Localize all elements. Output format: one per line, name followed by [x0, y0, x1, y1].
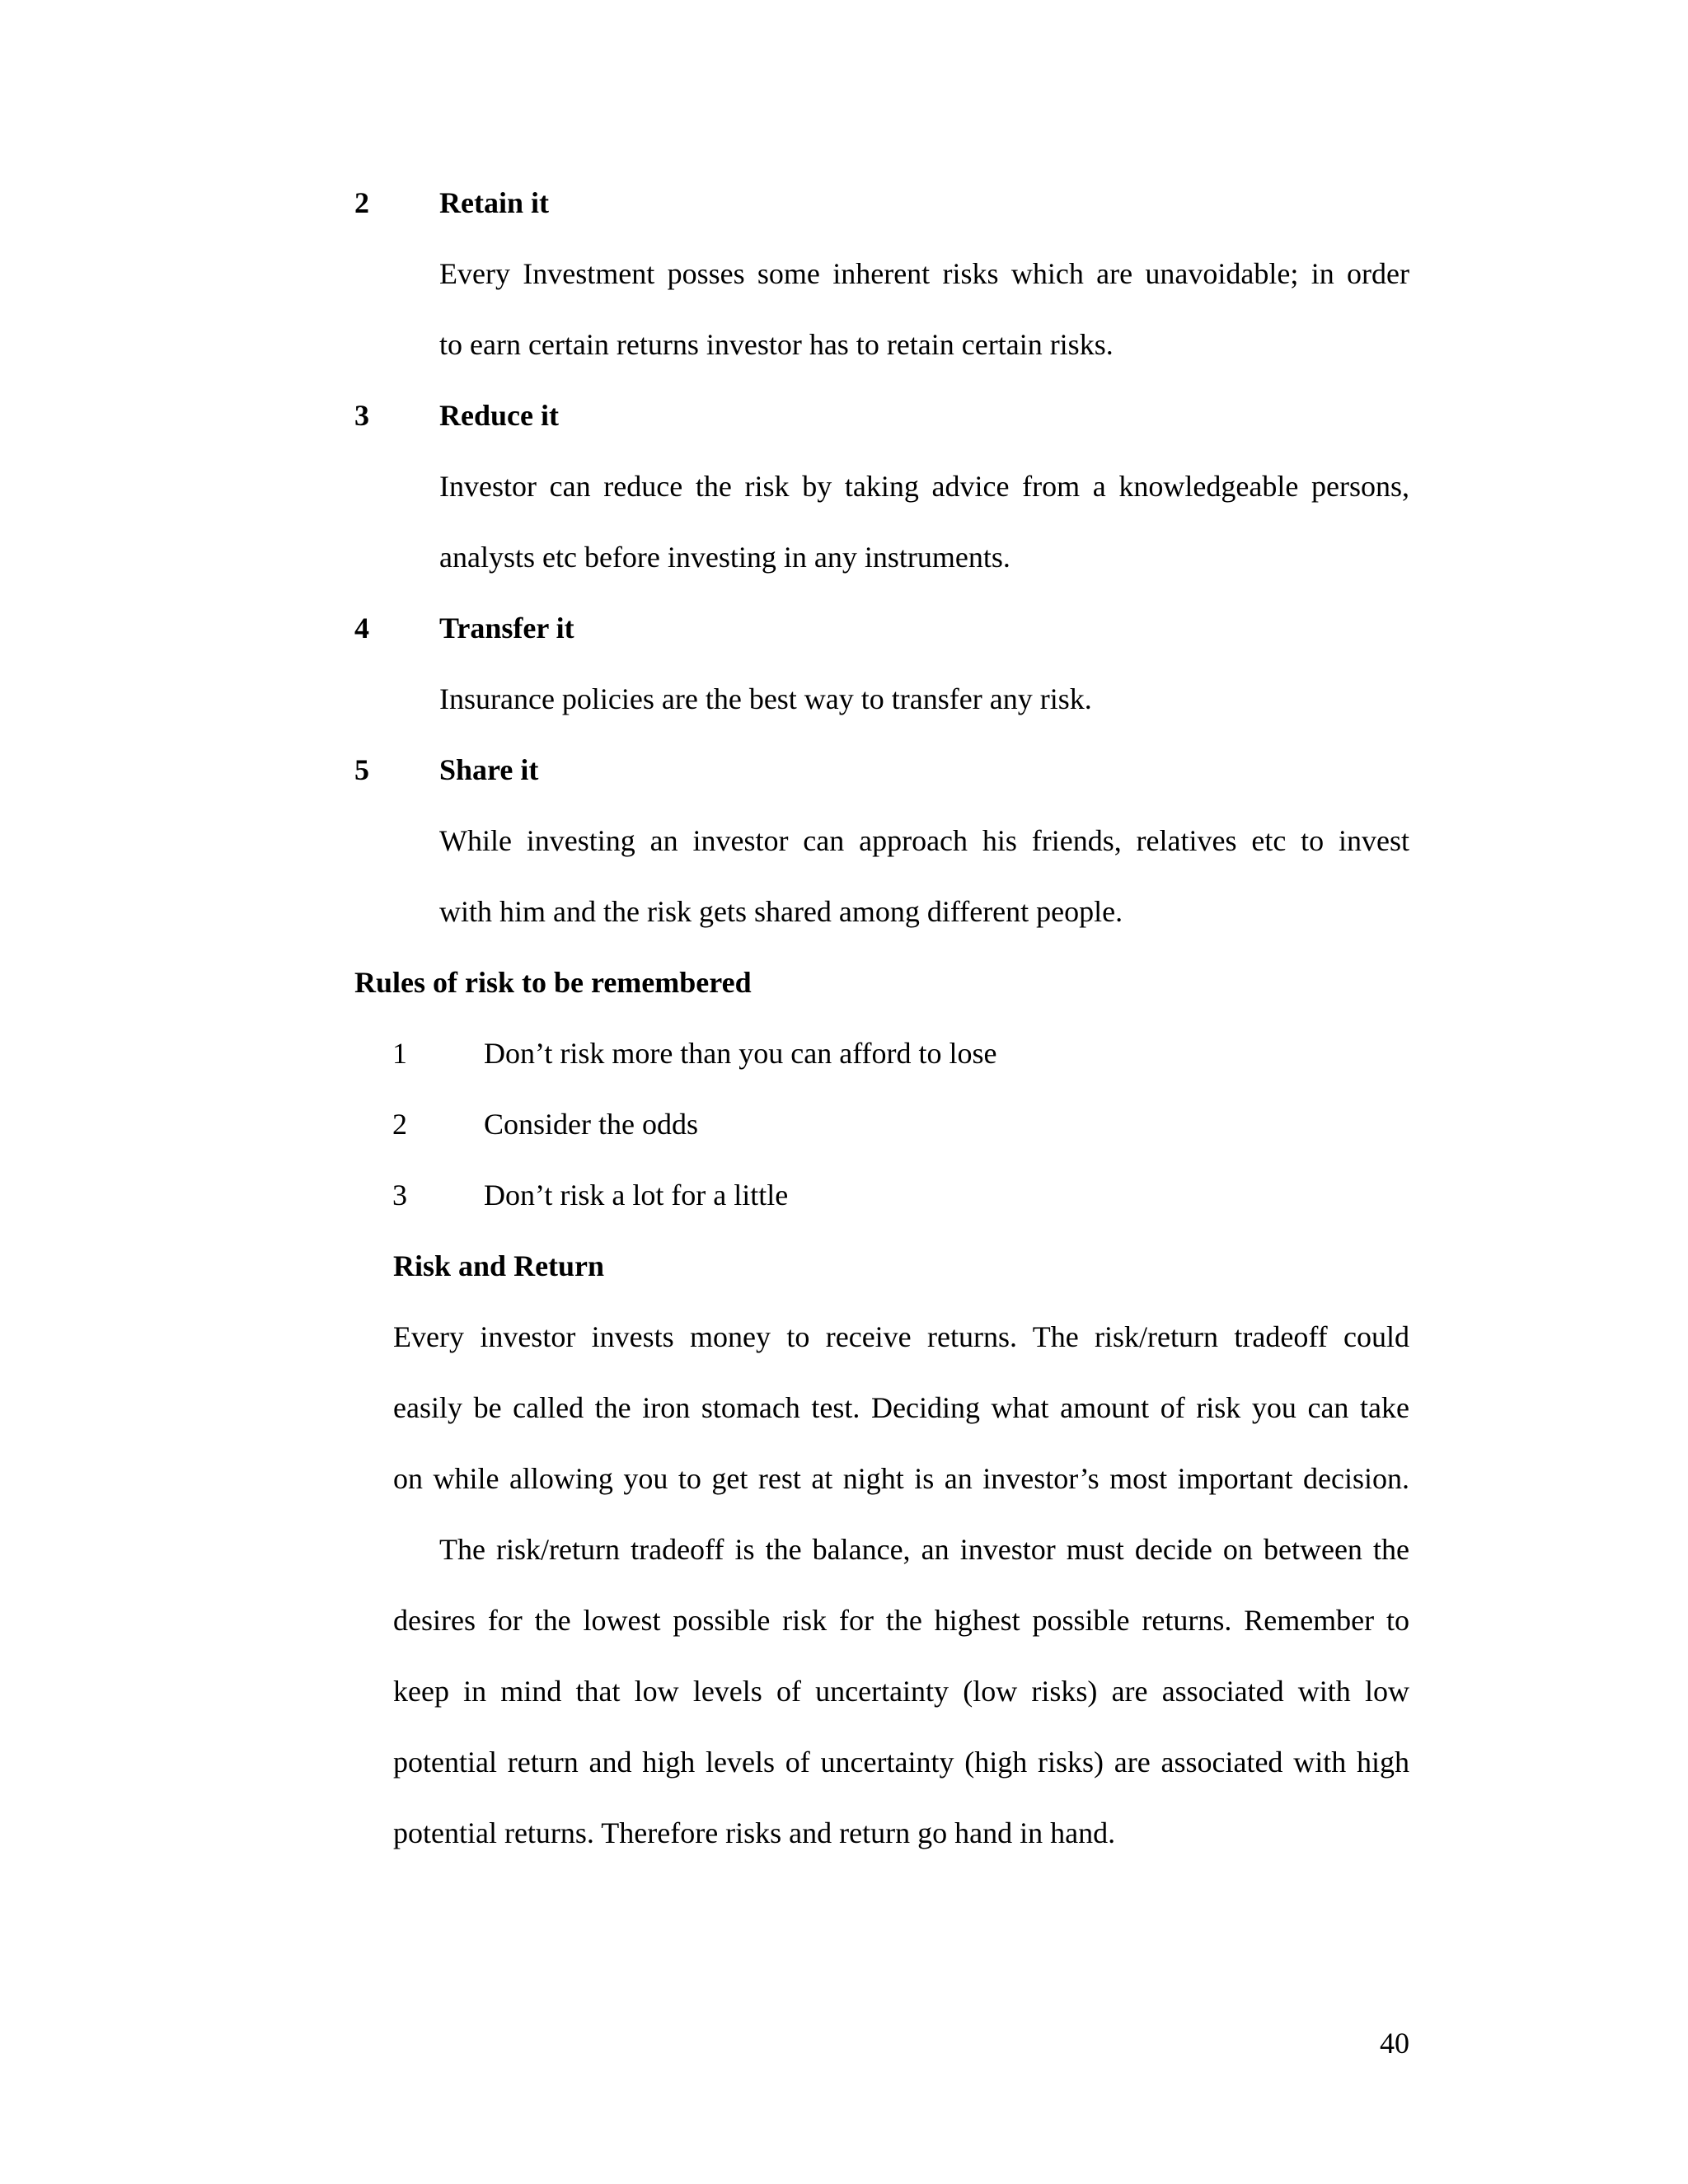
body-line: Every Investment posses some inherent risks which are unavoidable; in order	[439, 257, 1409, 290]
section-number: 5	[354, 753, 369, 786]
rule-text: Don’t risk more than you can afford to lose	[484, 1037, 997, 1070]
rule-text: Consider the odds	[484, 1108, 698, 1141]
body-line: with him and the risk gets shared among different people.	[439, 895, 1123, 928]
rule-number: 1	[392, 1037, 407, 1070]
body-line: potential returns. Therefore risks and return go hand in hand.	[393, 1816, 1116, 1849]
body-line: keep in mind that low levels of uncertainty (low risks) are associated with low	[393, 1675, 1409, 1708]
risk-return-heading: Risk and Return	[393, 1249, 605, 1282]
body-line: Investor can reduce the risk by taking advice from a knowledgeable persons,	[439, 470, 1409, 503]
body-line: on while allowing you to get rest at night is an investor’s most important decision.	[393, 1462, 1409, 1495]
section-number: 2	[354, 186, 369, 219]
rule-number: 3	[392, 1179, 407, 1212]
section-title: Reduce it	[439, 399, 559, 432]
body-line: easily be called the iron stomach test. Deciding what amount of risk you can take	[393, 1391, 1409, 1424]
section-title: Retain it	[439, 186, 549, 219]
body-line: analysts etc before investing in any instruments.	[439, 541, 1010, 574]
rule-number: 2	[392, 1108, 407, 1141]
body-line: Every investor invests money to receive returns. The risk/return tradeoff could	[393, 1320, 1409, 1353]
rules-heading: Rules of risk to be remembered	[354, 966, 752, 999]
section-title: Transfer it	[439, 612, 574, 644]
body-line: While investing an investor can approach his friends, relatives etc to invest	[439, 824, 1409, 857]
section-number: 4	[354, 612, 369, 644]
page-number: 40	[1380, 2027, 1409, 2060]
section-number: 3	[354, 399, 369, 432]
body-line: to earn certain returns investor has to retain certain risks.	[439, 328, 1114, 361]
rule-text: Don’t risk a lot for a little	[484, 1179, 789, 1212]
body-line: The risk/return tradeoff is the balance, an investor must decide on between the	[439, 1533, 1409, 1566]
body-line: Insurance policies are the best way to transfer any risk.	[439, 682, 1092, 715]
body-line: desires for the lowest possible risk for the highest possible returns. Remember to	[393, 1604, 1409, 1637]
body-line: potential return and high levels of uncertainty (high risks) are associated with high	[393, 1746, 1409, 1779]
section-title: Share it	[439, 753, 539, 786]
